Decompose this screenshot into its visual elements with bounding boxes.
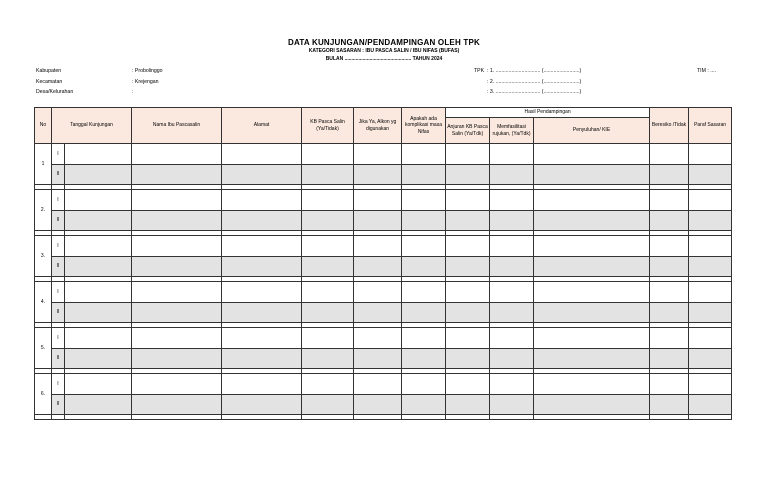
col-beresiko: Beresiko /Tidak (650, 108, 689, 144)
cell-alkon[interactable] (354, 257, 402, 277)
cell-memfasilitasi[interactable] (490, 190, 534, 211)
cell-komplikasi[interactable] (402, 303, 446, 323)
cell-memfasilitasi[interactable] (490, 374, 534, 395)
cell-anjuran[interactable] (446, 165, 490, 185)
desa-label: Desa/Kelurahan (36, 89, 74, 95)
row-number: 5. (35, 328, 52, 369)
cell-tanggal[interactable] (65, 236, 132, 257)
cell-penyuluhan[interactable] (534, 328, 650, 349)
cell-nama[interactable] (132, 328, 222, 349)
cell-paraf[interactable] (689, 211, 732, 231)
cell-beresiko[interactable] (650, 349, 689, 369)
cell-komplikasi[interactable] (402, 374, 446, 395)
cell-alamat[interactable] (222, 257, 302, 277)
cell-paraf[interactable] (689, 236, 732, 257)
cell-kb[interactable] (302, 303, 354, 323)
col-komplikasi: Apakah ada komplikasi masa Nifas (402, 108, 446, 144)
cell-anjuran[interactable] (446, 374, 490, 395)
cell-alamat[interactable] (222, 395, 302, 415)
spacer-row (35, 415, 732, 420)
col-hasil-pendampingan: Hasil Pendampingan (446, 108, 650, 118)
col-alamat: Alamat (222, 108, 302, 144)
tpk-line-1: : 1. ............................... (.........................) (487, 68, 582, 74)
cell-komplikasi[interactable] (402, 257, 446, 277)
form-title: DATA KUNJUNGAN/PENDAMPINGAN OLEH TPK (288, 38, 480, 47)
table-row (35, 328, 732, 349)
col-penyuluhan-kie: Penyuluhan/ KIE (534, 118, 650, 144)
cell-alamat[interactable] (222, 349, 302, 369)
table-row (35, 349, 732, 369)
cell-alkon[interactable] (354, 190, 402, 211)
cell-alkon[interactable] (354, 236, 402, 257)
col-paraf-sasaran: Paraf Sasaran (689, 108, 732, 144)
cell-memfasilitasi[interactable] (490, 144, 534, 165)
row-number: 4. (35, 282, 52, 323)
cell-penyuluhan[interactable] (534, 395, 650, 415)
kabupaten-label: Kabupaten (36, 68, 62, 74)
table-row (35, 190, 732, 211)
cell-anjuran[interactable] (446, 144, 490, 165)
cell-nama[interactable] (132, 236, 222, 257)
cell-anjuran[interactable] (446, 349, 490, 369)
table-row (35, 144, 732, 165)
tim-label: TIM : .... (697, 68, 717, 74)
cell-tanggal[interactable] (65, 374, 132, 395)
table-row (35, 303, 732, 323)
cell-paraf[interactable] (689, 282, 732, 303)
cell-beresiko[interactable] (650, 236, 689, 257)
cell-kb[interactable] (302, 395, 354, 415)
col-kb-pasca-salin: KB Pasca Salin (Ya/Tidak) (302, 108, 354, 144)
cell-komplikasi[interactable] (402, 236, 446, 257)
cell-alkon[interactable] (354, 374, 402, 395)
cell-kb[interactable] (302, 257, 354, 277)
cell-paraf[interactable] (689, 190, 732, 211)
row-number: 6. (35, 374, 52, 415)
cell-alamat[interactable] (222, 144, 302, 165)
cell-nama[interactable] (132, 282, 222, 303)
cell-nama[interactable] (132, 257, 222, 277)
cell-nama[interactable] (132, 190, 222, 211)
cell-alamat[interactable] (222, 374, 302, 395)
cell-beresiko[interactable] (650, 374, 689, 395)
table-row (35, 236, 732, 257)
col-memfasilitasi-rujukan: Memfasilitasi rujukan, (Ya/Tdk) (490, 118, 534, 144)
cell-tanggal[interactable] (65, 257, 132, 277)
cell-paraf[interactable] (689, 374, 732, 395)
visit-label: II (52, 303, 65, 323)
cell-alkon[interactable] (354, 165, 402, 185)
cell-alamat[interactable] (222, 165, 302, 185)
cell-alamat[interactable] (222, 190, 302, 211)
kecamatan-label: Kecamatan (36, 79, 63, 85)
cell-penyuluhan[interactable] (534, 257, 650, 277)
cell-tanggal[interactable] (65, 328, 132, 349)
cell-alamat[interactable] (222, 211, 302, 231)
cell-alamat[interactable] (222, 328, 302, 349)
cell-tanggal[interactable] (65, 282, 132, 303)
cell-komplikasi[interactable] (402, 165, 446, 185)
visit-label: II (52, 211, 65, 231)
visit-label: I (52, 236, 65, 257)
cell-kb[interactable] (302, 236, 354, 257)
cell-penyuluhan[interactable] (534, 144, 650, 165)
cell-komplikasi[interactable] (402, 190, 446, 211)
tpk-label: TPK (474, 68, 485, 74)
cell-paraf[interactable] (689, 144, 732, 165)
cell-anjuran[interactable] (446, 211, 490, 231)
cell-alkon[interactable] (354, 282, 402, 303)
cell-kb[interactable] (302, 282, 354, 303)
cell-beresiko[interactable] (650, 328, 689, 349)
cell-kb[interactable] (302, 165, 354, 185)
cell-anjuran[interactable] (446, 303, 490, 323)
cell-anjuran[interactable] (446, 257, 490, 277)
cell-beresiko[interactable] (650, 257, 689, 277)
cell-beresiko[interactable] (650, 144, 689, 165)
cell-memfasilitasi[interactable] (490, 257, 534, 277)
cell-tanggal[interactable] (65, 303, 132, 323)
visit-label: I (52, 144, 65, 165)
cell-beresiko[interactable] (650, 211, 689, 231)
cell-memfasilitasi[interactable] (490, 328, 534, 349)
visit-label: I (52, 282, 65, 303)
visit-label: I (52, 374, 65, 395)
cell-memfasilitasi[interactable] (490, 395, 534, 415)
cell-tanggal[interactable] (65, 211, 132, 231)
cell-penyuluhan[interactable] (534, 349, 650, 369)
table-row (35, 395, 732, 415)
table-row (35, 282, 732, 303)
cell-memfasilitasi[interactable] (490, 303, 534, 323)
table-row (35, 211, 732, 231)
tpk-line-2: : 2. ............................... (.........................) (487, 79, 582, 85)
col-nama-ibu: Nama Ibu Pascasalin (132, 108, 222, 144)
row-number: 2. (35, 190, 52, 231)
form-period: BULAN ................................................ TAHUN 2024 (325, 56, 443, 62)
cell-tanggal[interactable] (65, 144, 132, 165)
cell-alkon[interactable] (354, 328, 402, 349)
cell-penyuluhan[interactable] (534, 190, 650, 211)
cell-beresiko[interactable] (650, 165, 689, 185)
cell-nama[interactable] (132, 395, 222, 415)
visit-table-body (35, 144, 732, 420)
cell-kb[interactable] (302, 349, 354, 369)
cell-paraf[interactable] (689, 349, 732, 369)
cell-penyuluhan[interactable] (534, 236, 650, 257)
cell-memfasilitasi[interactable] (490, 236, 534, 257)
table-row (35, 165, 732, 185)
cell-penyuluhan[interactable] (534, 303, 650, 323)
cell-memfasilitasi[interactable] (490, 211, 534, 231)
cell-komplikasi[interactable] (402, 144, 446, 165)
cell-nama[interactable] (132, 303, 222, 323)
cell-alkon[interactable] (354, 211, 402, 231)
row-number: 1 (35, 144, 52, 185)
row-number: 3. (35, 236, 52, 277)
cell-alamat[interactable] (222, 236, 302, 257)
cell-anjuran[interactable] (446, 190, 490, 211)
cell-anjuran[interactable] (446, 395, 490, 415)
cell-anjuran[interactable] (446, 236, 490, 257)
col-alkon: Jika Ya, Alkon yg digunakan (354, 108, 402, 144)
cell-beresiko[interactable] (650, 303, 689, 323)
cell-paraf[interactable] (689, 395, 732, 415)
cell-nama[interactable] (132, 374, 222, 395)
col-tanggal-kunjungan: Tanggal Kunjungan (52, 108, 132, 144)
visit-label: II (52, 349, 65, 369)
table-row (35, 257, 732, 277)
cell-penyuluhan[interactable] (534, 211, 650, 231)
cell-tanggal[interactable] (65, 349, 132, 369)
cell-beresiko[interactable] (650, 395, 689, 415)
visit-label: I (52, 328, 65, 349)
visit-label: I (52, 190, 65, 211)
cell-komplikasi[interactable] (402, 282, 446, 303)
cell-alamat[interactable] (222, 282, 302, 303)
cell-kb[interactable] (302, 190, 354, 211)
cell-memfasilitasi[interactable] (490, 349, 534, 369)
cell-alkon[interactable] (354, 395, 402, 415)
cell-komplikasi[interactable] (402, 211, 446, 231)
cell-penyuluhan[interactable] (534, 282, 650, 303)
cell-tanggal[interactable] (65, 190, 132, 211)
cell-nama[interactable] (132, 211, 222, 231)
cell-nama[interactable] (132, 349, 222, 369)
cell-nama[interactable] (132, 144, 222, 165)
cell-penyuluhan[interactable] (534, 165, 650, 185)
cell-komplikasi[interactable] (402, 395, 446, 415)
table-row (35, 374, 732, 395)
cell-paraf[interactable] (689, 328, 732, 349)
form-subtitle: KATEGORI SASARAN : IBU PASCA SALIN / IBU NIFAS (BUFAS) (308, 48, 460, 54)
visit-table (34, 107, 732, 420)
cell-nama[interactable] (132, 165, 222, 185)
cell-anjuran[interactable] (446, 328, 490, 349)
cell-paraf[interactable] (689, 165, 732, 185)
cell-beresiko[interactable] (650, 190, 689, 211)
visit-label: II (52, 165, 65, 185)
cell-penyuluhan[interactable] (534, 374, 650, 395)
kabupaten-value: : Probolinggo (132, 68, 163, 74)
cell-komplikasi[interactable] (402, 328, 446, 349)
cell-beresiko[interactable] (650, 282, 689, 303)
cell-tanggal[interactable] (65, 395, 132, 415)
cell-komplikasi[interactable] (402, 349, 446, 369)
kecamatan-value: : Krejengan (132, 79, 159, 85)
cell-kb[interactable] (302, 211, 354, 231)
desa-value: : (132, 89, 134, 95)
cell-paraf[interactable] (689, 257, 732, 277)
cell-kb[interactable] (302, 328, 354, 349)
col-anjuran-kb: Anjuran KB Pasca Salin (Ya/Tdk) (446, 118, 490, 144)
cell-kb[interactable] (302, 374, 354, 395)
cell-kb[interactable] (302, 144, 354, 165)
cell-memfasilitasi[interactable] (490, 165, 534, 185)
tpk-line-3: : 3. ............................... (.........................) (487, 89, 582, 95)
cell-tanggal[interactable] (65, 165, 132, 185)
cell-alkon[interactable] (354, 349, 402, 369)
visit-label: II (52, 257, 65, 277)
cell-alkon[interactable] (354, 144, 402, 165)
cell-alkon[interactable] (354, 303, 402, 323)
col-no: No (35, 108, 52, 144)
cell-paraf[interactable] (689, 303, 732, 323)
cell-anjuran[interactable] (446, 282, 490, 303)
cell-alamat[interactable] (222, 303, 302, 323)
visit-label: II (52, 395, 65, 415)
cell-memfasilitasi[interactable] (490, 282, 534, 303)
